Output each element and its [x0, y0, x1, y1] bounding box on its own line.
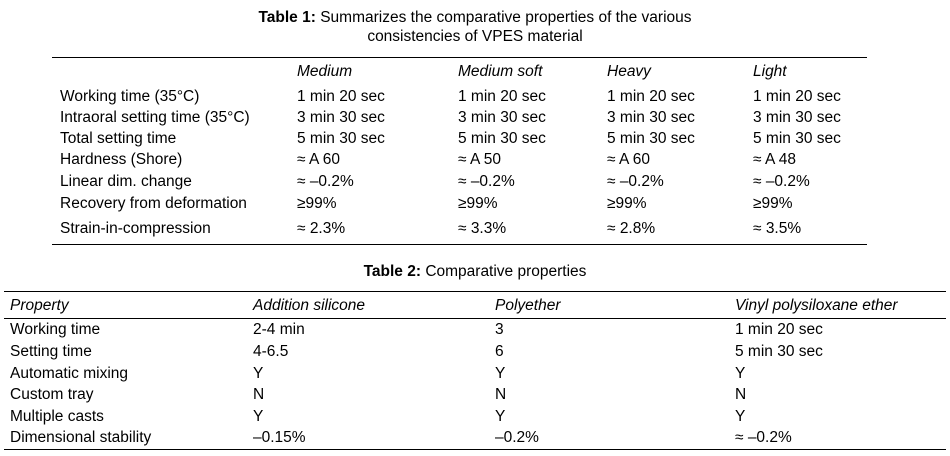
table1-cell: 5 min 30 sec: [297, 130, 385, 147]
table2-cell: 3: [495, 321, 504, 338]
table1-column-header: Heavy: [607, 63, 651, 80]
table2-cell: 4-6.5: [253, 343, 289, 360]
table2-row-label: Setting time: [10, 343, 92, 360]
table1-cell: 1 min 20 sec: [297, 88, 385, 105]
table1-row-label: Working time (35°C): [60, 88, 200, 105]
table1-cell: 1 min 20 sec: [607, 88, 695, 105]
table1-row-label: Total setting time: [60, 130, 177, 147]
table2-caption-label: Table 2:: [363, 263, 421, 280]
table1-row-label: Recovery from deformation: [60, 195, 247, 212]
table1-cell: 5 min 30 sec: [753, 130, 841, 147]
table2-row-label: Dimensional stability: [10, 429, 152, 446]
table1-cell: ≥99%: [607, 195, 647, 212]
table1-cell: ≈ –0.2%: [297, 173, 354, 190]
table1-cell: ≈ –0.2%: [607, 173, 664, 190]
table2-cell: –0.15%: [253, 429, 306, 446]
table1-cell: ≥99%: [753, 195, 793, 212]
table2-header-rule: [4, 318, 946, 319]
table1-cell: 5 min 30 sec: [607, 130, 695, 147]
table2-cell: Y: [253, 408, 264, 425]
table2-cell: N: [495, 386, 507, 403]
table1-cell: ≥99%: [297, 195, 337, 212]
table2-cell: Y: [495, 408, 506, 425]
table2-row-label: Custom tray: [10, 386, 94, 403]
table1-row-label: Strain-in-compression: [60, 220, 211, 237]
table1-cell: 1 min 20 sec: [753, 88, 841, 105]
table1-cell: ≈ 2.8%: [607, 220, 656, 237]
table2-cell: Y: [735, 408, 746, 425]
table2-cell: 6: [495, 343, 504, 360]
table1-row-label: Linear dim. change: [60, 173, 192, 190]
table2-cell: 5 min 30 sec: [735, 343, 823, 360]
table1-cell: 3 min 30 sec: [753, 109, 841, 126]
table1-cell: ≈ –0.2%: [458, 173, 515, 190]
table2-bottom-rule: [4, 449, 946, 450]
table1-cell: ≈ 3.3%: [458, 220, 507, 237]
table2-cell: Y: [253, 365, 264, 382]
table2-column-header: Vinyl polysiloxane ether: [735, 297, 898, 314]
table2-row-label: Working time: [10, 321, 101, 338]
table1-cell: 3 min 30 sec: [607, 109, 695, 126]
table1-bottom-rule: [52, 244, 867, 245]
table1-cell: ≥99%: [458, 195, 498, 212]
table1-cell: 3 min 30 sec: [458, 109, 546, 126]
table2-column-header: Property: [10, 297, 69, 314]
table1-column-header: Light: [753, 63, 787, 80]
table1-cell: ≈ A 60: [297, 151, 340, 168]
table1-caption: [0, 8, 950, 46]
table1-caption-text2: consistencies of VPES material: [367, 28, 583, 45]
table2-cell: –0.2%: [495, 429, 539, 446]
table2-top-rule: [4, 291, 946, 292]
table1-column-header: Medium: [297, 63, 353, 80]
table1-top-rule: [52, 57, 867, 58]
table1-cell: 3 min 30 sec: [297, 109, 385, 126]
table2-caption-text: Comparative properties: [425, 263, 587, 280]
table1-cell: ≈ A 60: [607, 151, 650, 168]
table2-cell: ≈ –0.2%: [735, 429, 792, 446]
table1-caption-text: Summarizes the comparative properties of the various: [320, 9, 692, 26]
table2-cell: 1 min 20 sec: [735, 321, 823, 338]
table2-cell: N: [253, 386, 265, 403]
table1-cell: 1 min 20 sec: [458, 88, 546, 105]
table1-cell: ≈ 2.3%: [297, 220, 346, 237]
table2-column-header: Addition silicone: [253, 297, 366, 314]
table1-cell: 5 min 30 sec: [458, 130, 546, 147]
table1-caption-label: Table 1:: [258, 9, 316, 26]
table2-row-label: Multiple casts: [10, 408, 104, 425]
table2-cell: 2-4 min: [253, 321, 305, 338]
table2-caption: [0, 262, 950, 281]
table1-cell: ≈ –0.2%: [753, 173, 810, 190]
table2-cell: N: [735, 386, 747, 403]
table2-cell: Y: [495, 365, 506, 382]
table1-cell: ≈ 3.5%: [753, 220, 802, 237]
table1-row-label: Intraoral setting time (35°C): [60, 109, 250, 126]
table1-row-label: Hardness (Shore): [60, 151, 183, 168]
table2-row-label: Automatic mixing: [10, 365, 129, 382]
table2-cell: Y: [735, 365, 746, 382]
table2-column-header: Polyether: [495, 297, 561, 314]
table1-cell: ≈ A 50: [458, 151, 501, 168]
table1-cell: ≈ A 48: [753, 151, 796, 168]
table1-column-header: Medium soft: [458, 63, 543, 80]
